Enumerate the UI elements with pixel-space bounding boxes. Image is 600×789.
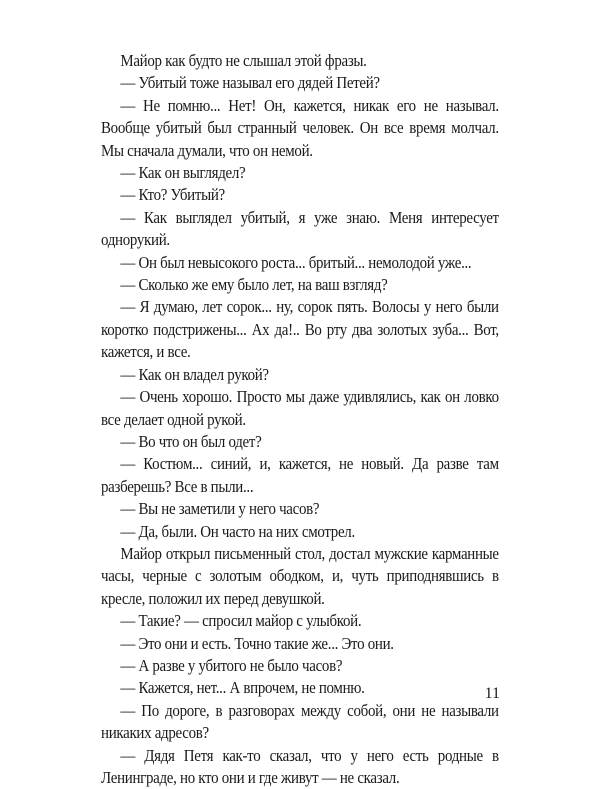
paragraph: — Да, были. Он часто на них смотрел. <box>120 521 355 541</box>
paragraph: — Как выглядел убитый, я уже знаю. Меня интересует однорукий. <box>101 207 499 250</box>
paragraph: — Такие? — спросил майор с улыбкой. <box>120 611 362 631</box>
paragraph: — Это они и есть. Точно такие же... Это они. <box>120 633 394 653</box>
paragraph: — Как он выглядел? <box>120 163 246 183</box>
paragraph: — Он был невысокого роста... бритый... немолодой уже... <box>120 252 472 272</box>
paragraph: Майор открыл письменный стол, достал мужские карманные часы, черные с золотым ободком, и, чуть приподнявшись в кресле, положил их перед девушкой. <box>101 543 499 608</box>
paragraph: — Сколько же ему было лет, на ваш взгляд? <box>120 275 388 295</box>
body-text <box>101 50 499 789</box>
paragraph: — Убитый тоже называл его дядей Петей? <box>120 73 380 93</box>
paragraph: — По дороге, в разговорах между собой, они не называли никаких адресов? <box>101 700 499 743</box>
paragraph: — Кто? Убитый? <box>120 185 225 205</box>
paragraph: Майор как будто не слышал этой фразы. <box>120 51 367 70</box>
paragraph: — Во что он был одет? <box>120 431 262 451</box>
paragraph: — Кажется, нет... А впрочем, не помню. <box>120 678 365 698</box>
paragraph: — Как он владел рукой? <box>120 364 269 384</box>
page-number: 11 <box>484 685 500 702</box>
paragraph: — Очень хорошо. Просто мы даже удивлялись, как он ловко все делает одной рукой. <box>101 387 499 429</box>
paragraph: — Костюм... синий, и, кажется, не новый. Да разве там разберешь? Все в пыли... <box>101 454 499 496</box>
paragraph: — А разве у убитого не было часов? <box>120 655 343 675</box>
paragraph: — Не помню... Нет! Он, кажется, никак его не называл. Вообще убитый был странный человек. Он все время молчал. Мы сначала думали, что он немой. <box>101 95 499 160</box>
paragraph: — Вы не заметили у него часов? <box>120 499 320 519</box>
paragraph: — Я думаю, лет сорок... ну, сорок пять. Волосы у него были коротко подстрижены... Ах да!.. Во рту два золотых зуба... Вот, кажется, и все. <box>101 297 499 362</box>
paragraph: — Дядя Петя как-то сказал, что у него есть родные в Ленинграде, но кто они и где живут — не сказал. <box>101 745 499 787</box>
